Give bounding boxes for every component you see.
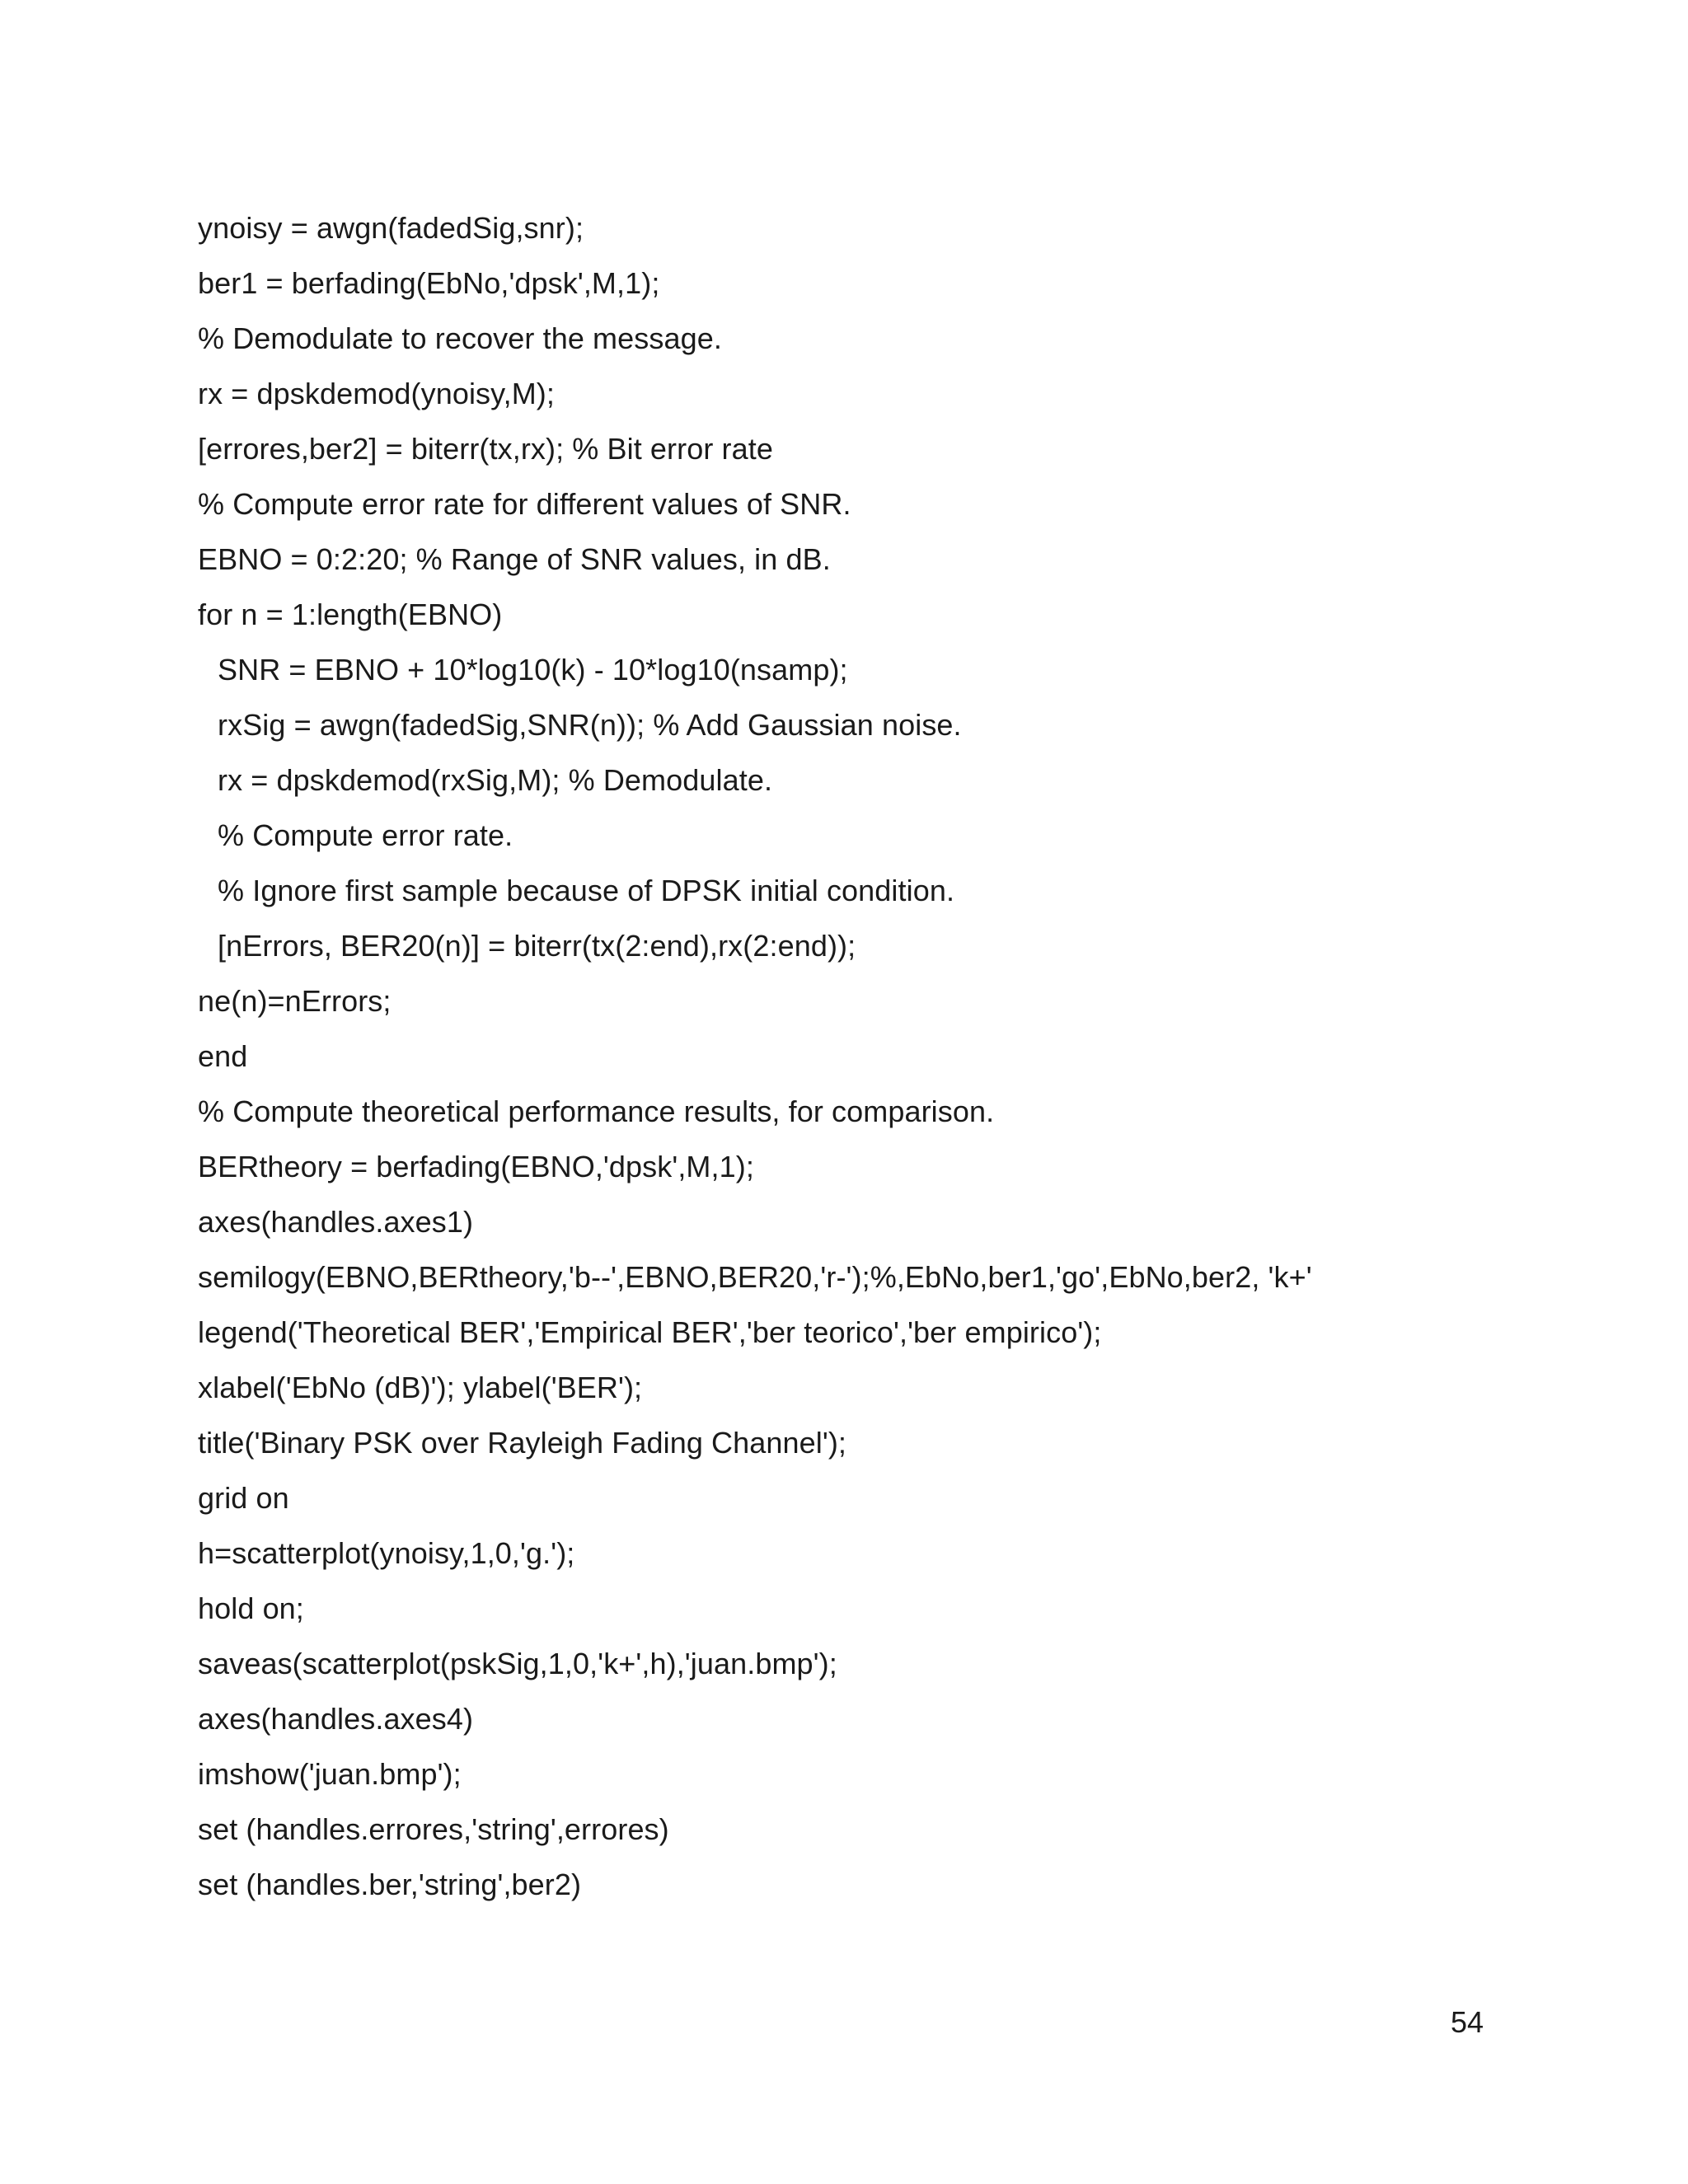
code-line: rxSig = awgn(fadedSig,SNR(n)); % Add Gaussian noise. [218,708,962,742]
code-line: EBNO = 0:2:20; % Range of SNR values, in dB. [198,542,831,576]
code-line: end [198,1039,248,1073]
code-line: [errores,ber2] = biterr(tx,rx); % Bit error rate [198,432,773,466]
code-line: title('Binary PSK over Rayleigh Fading Channel'); [198,1426,847,1460]
code-line: % Compute error rate for different values of SNR. [198,487,851,521]
code-line: % Ignore first sample because of DPSK initial condition. [218,874,955,907]
code-listing [198,200,1599,1912]
code-line: h=scatterplot(ynoisy,1,0,'g.'); [198,1536,575,1570]
code-line: set (handles.ber,'string',ber2) [198,1868,582,1901]
code-line: for n = 1:length(EBNO) [198,598,503,631]
code-line: SNR = EBNO + 10*log10(k) - 10*log10(nsamp); [218,653,848,687]
code-line: ne(n)=nErrors; [198,984,392,1018]
code-line: set (handles.errores,'string',errores) [198,1812,669,1846]
code-line: ber1 = berfading(EbNo,'dpsk',M,1); [198,266,660,300]
code-line: imshow('juan.bmp'); [198,1757,462,1791]
code-line: rx = dpskdemod(ynoisy,M); [198,377,555,410]
code-line: BERtheory = berfading(EBNO,'dpsk',M,1); [198,1150,754,1183]
code-line: xlabel('EbNo (dB)'); ylabel('BER'); [198,1371,643,1404]
code-line: grid on [198,1481,289,1515]
page-number: 54 [1451,2005,1484,2039]
code-line: semilogy(EBNO,BERtheory,'b--',EBNO,BER20,'r-');%,EbNo,ber1,'go',EbNo,ber2, 'k+' [198,1260,1312,1294]
code-line: % Demodulate to recover the message. [198,321,722,355]
code-line: % Compute error rate. [218,818,513,852]
code-line: hold on; [198,1591,304,1625]
code-line: saveas(scatterplot(pskSig,1,0,'k+',h),'juan.bmp'); [198,1647,837,1680]
code-line: axes(handles.axes4) [198,1702,474,1736]
code-line: legend('Theoretical BER','Empirical BER','ber teorico','ber empirico'); [198,1315,1102,1349]
code-line: rx = dpskdemod(rxSig,M); % Demodulate. [218,763,773,797]
code-line: axes(handles.axes1) [198,1205,474,1239]
code-line: % Compute theoretical performance results, for comparison. [198,1094,995,1128]
code-line: ynoisy = awgn(fadedSig,snr); [198,211,584,245]
code-line: [nErrors, BER20(n)] = biterr(tx(2:end),rx(2:end)); [218,929,856,963]
